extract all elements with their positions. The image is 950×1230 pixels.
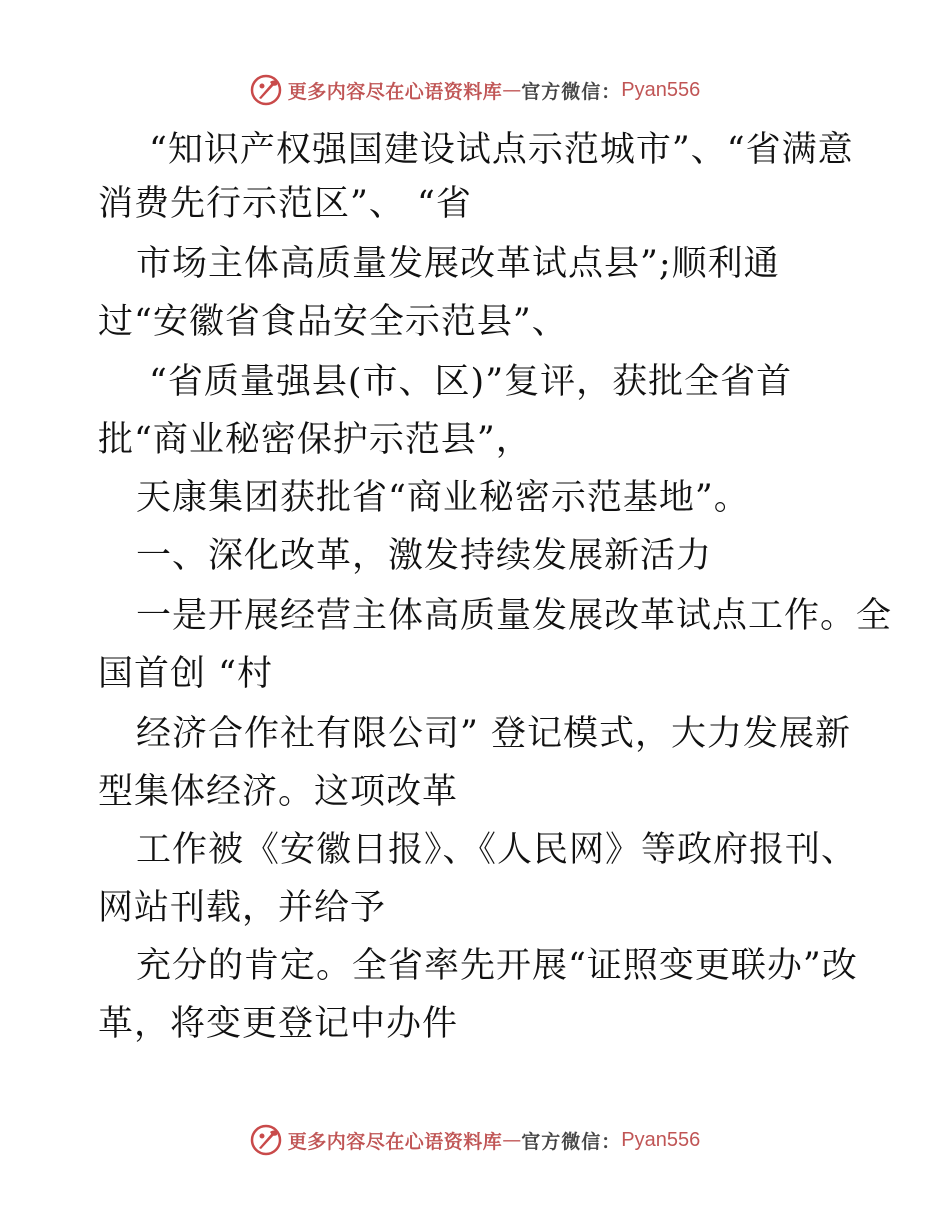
text-line: 工作被《安徽日报》、《人民网》等政府报刊、 — [136, 830, 858, 870]
text-line: 型集体经济。这项改革 — [98, 772, 459, 812]
banner-wechat-label: 官方微信： — [521, 1130, 622, 1153]
text-line: 革，将变更登记中办件 — [98, 1004, 459, 1044]
banner-wechat-id: Pyan556 — [621, 78, 701, 101]
text-line: 消费先行示范区”、 “省 — [98, 184, 472, 224]
header-banner — [0, 72, 950, 108]
text-line: 市场主体高质量发展改革试点县”;顺利通 — [136, 244, 780, 284]
banner-title: 更多内容尽在心语资料库 — [287, 1130, 503, 1153]
footer-banner — [0, 1122, 950, 1158]
text-line: 天康集团获批省“商业秘密示范基地”。 — [136, 478, 750, 518]
text-line: 一是开展经营主体高质量发展改革试点工作。全 — [136, 596, 893, 636]
text-line: 经济合作社有限公司” 登记模式，大力发展新 — [136, 714, 852, 754]
quill-logo-icon — [250, 74, 282, 106]
text-line: 网站刊载，并给予 — [98, 888, 387, 928]
banner-title: 更多内容尽在心语资料库 — [287, 80, 503, 103]
banner-dash: — — [502, 79, 522, 101]
banner-dash: — — [502, 1129, 522, 1151]
section-heading: 一、深化改革，激发持续发展新活力 — [136, 536, 713, 576]
quill-logo-icon — [250, 1124, 282, 1156]
text-line: 批“商业秘密保护示范县”， — [98, 420, 532, 460]
banner-wechat-label: 官方微信： — [521, 80, 622, 103]
text-line: 充分的肯定。全省率先开展“证照变更联办”改 — [136, 946, 858, 986]
text-line: “省质量强县(市、区)”复评，获批全省首 — [149, 362, 793, 402]
text-line: 国首创 “村 — [98, 654, 274, 694]
text-line: 过“安徽省食品安全示范县”、 — [98, 302, 568, 342]
banner-wechat-id: Pyan556 — [621, 1128, 701, 1151]
text-line: “知识产权强国建设试点示范城市”、“省满意 — [149, 130, 854, 170]
